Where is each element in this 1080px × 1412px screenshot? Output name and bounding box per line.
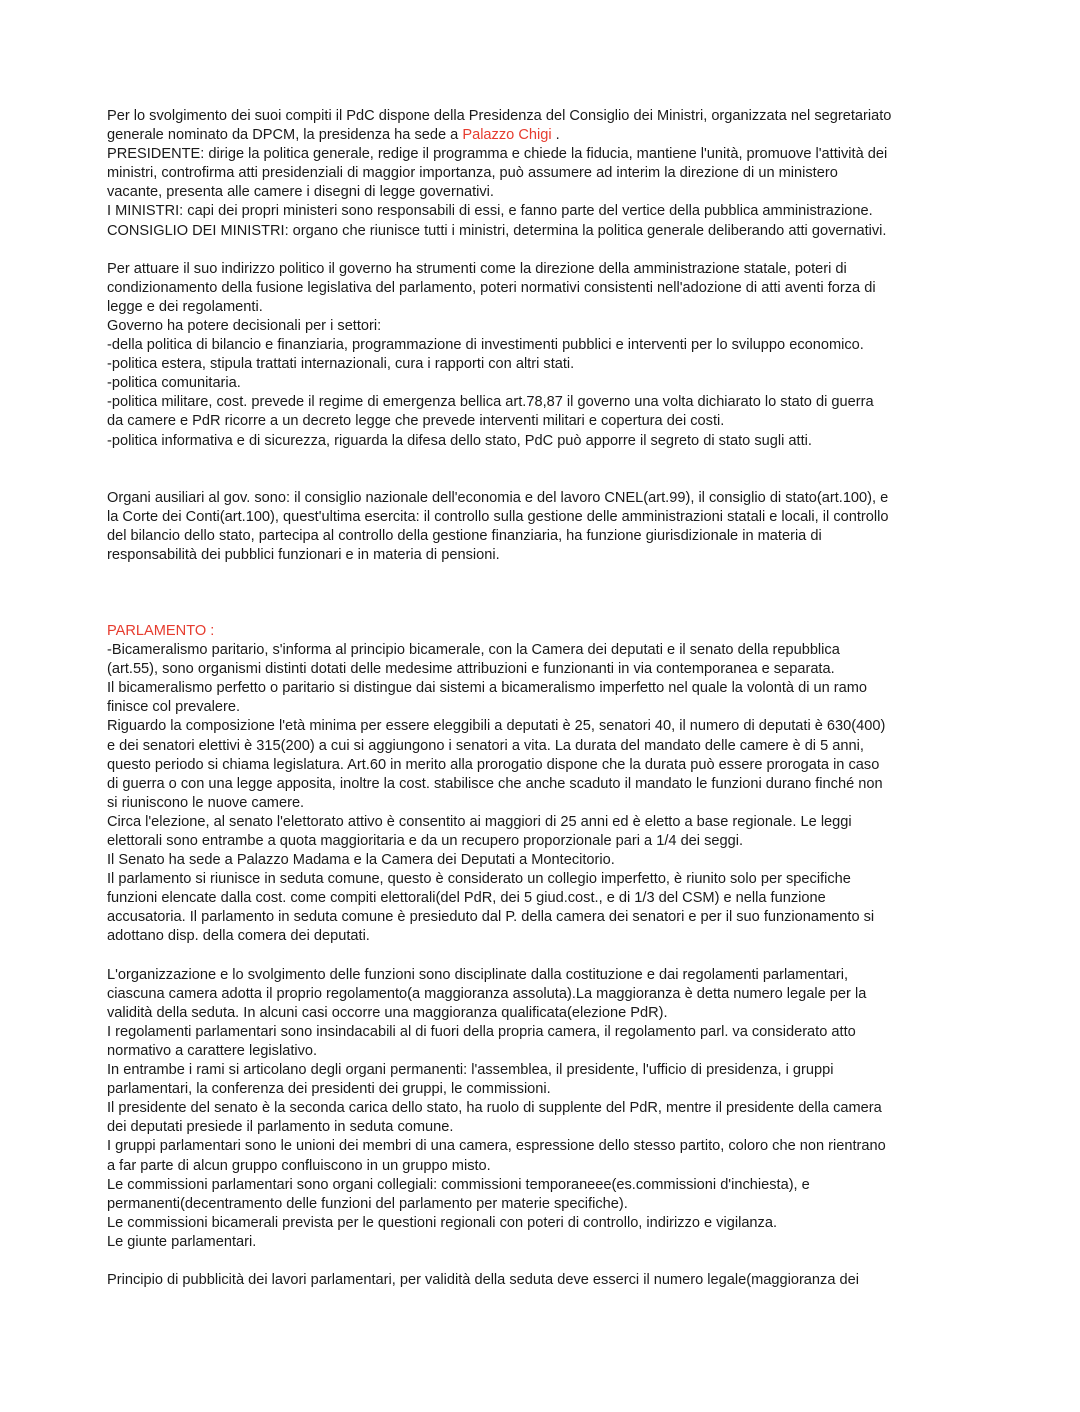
text-line: Il Senato ha sede a Palazzo Madama e la Camera dei Deputati a Montecitorio.: [107, 852, 615, 869]
paragraph-regolamenti: [107, 966, 987, 1252]
text-line: Governo ha potere decisionali per i settori:: [107, 317, 382, 334]
text-line: a far parte di alcun gruppo confluiscono in un gruppo misto.: [107, 1157, 491, 1174]
text-line: I MINISTRI: capi dei propri ministeri sono responsabili di essi, e fanno parte del vertice della pubblica amministrazione.: [107, 203, 873, 220]
text-line: accusatoria. Il parlamento in seduta comune è presieduto dal P. della camera dei senatori e per il suo funzionamento si: [107, 909, 875, 926]
text-line: -politica comunitaria.: [107, 375, 241, 392]
text-line: ministri, controfirma atti presidenziali di maggior importanza, può assumere ad interim la direzione di un ministero: [107, 165, 838, 182]
text-line: normativo a carattere legislativo.: [107, 1042, 318, 1059]
text-line: dei deputati presiede il parlamento in seduta comune.: [107, 1119, 454, 1136]
text-line: I regolamenti parlamentari sono insindacabili al di fuori della propria camera, il regolamento parl. va considerato atto: [107, 1023, 856, 1040]
text-line: I gruppi parlamentari sono le unioni dei membri di una camera, espressione dello stesso partito, coloro che non rientrano: [107, 1138, 886, 1155]
text-line: (art.55), sono organismi distinti dotati delle medesime attribuzioni e funzionanti in via contemporanea e separata.: [107, 661, 835, 678]
text-line: elettorali sono entrambe a quota maggioritaria e da un recupero proporzionale pari a 1/4 dei seggi.: [107, 833, 744, 849]
text-line: In entrambe i rami si articolano degli organi permanenti: l'assemblea, il presidente, l'ufficio di presidenza, i gruppi: [107, 1062, 834, 1079]
spacer: [107, 947, 987, 966]
text-line: Le commissioni parlamentari sono organi collegiali: commissioni temporaneee(es.commissioni d'inchiesta), e: [107, 1176, 810, 1193]
text-line: e dei senatori elettivi è 315(200) a cui si aggiungono i senatori a vita. La durata del mandato delle camere è di 5 anni,: [107, 737, 864, 754]
highlight-palazzo-chigi: Palazzo Chigi: [462, 127, 552, 144]
text-line: permanenti(decentramento delle funzioni del parlamento per materie specifiche).: [107, 1195, 628, 1212]
text-line: Circa l'elezione, al senato l'elettorato attivo è consentito ai maggiori di 25 anni ed è eletto a base regionale. Le leggi: [107, 813, 852, 830]
text-line: Le commissioni bicamerali prevista per le questioni regionali con poteri di controllo, indirizzo e vigilanza.: [107, 1214, 778, 1231]
text-line: finisce col prevalere.: [107, 699, 241, 716]
text-line: -della politica di bilancio e finanziaria, programmazione di investimenti pubblici e interventi per lo sviluppo economico.: [107, 337, 864, 354]
spacer: [107, 565, 987, 622]
text-line: parlamentari, la conferenza dei presidenti dei gruppi, le commissioni.: [107, 1081, 551, 1098]
paragraph-pubblicita-lavori: [107, 1271, 987, 1290]
text-line: PRESIDENTE: dirige la politica generale, redige il programma e chiede la fiducia, mantiene l'unità, promuove l'attività dei: [107, 146, 888, 163]
text-line: questo periodo si chiama legislatura. Art.60 in merito alla prorogatio dispone che la durata può essere prorogata in caso: [107, 756, 880, 773]
text-line: -politica estera, stipula trattati internazionali, cura i rapporti con altri stati.: [107, 356, 575, 373]
text-line: funzioni elencate dalla cost. come compiti elettorali(del PdR, dei 5 giud.cost., e di 1/3 del CSM) e nella funzione: [107, 890, 826, 907]
text-line: L'organizzazione e lo svolgimento delle funzioni sono disciplinate dalla costituzione e dai regolamenti parlamentari,: [107, 966, 849, 983]
text-line: CONSIGLIO DEI MINISTRI: organo che riunisce tutti i ministri, determina la politica generale deliberando atti governativi.: [107, 222, 887, 239]
text-line: condizionamento della fusione legislativa del parlamento, poteri normativi consistenti nell'adozione di atti aventi forza di: [107, 279, 876, 296]
spacer: [107, 1252, 987, 1271]
text-line: di guerra o con una legge apposita, inoltre la cost. stabilisce che anche scaduto il mandato le funzioni durano finché non: [107, 775, 883, 792]
text-fragment: .: [551, 127, 560, 144]
text-line: Il presidente del senato è la seconda carica dello stato, ha ruolo di supplente del PdR, mentre il presidente della camera: [107, 1100, 882, 1117]
text-line: legge e dei regolamenti.: [107, 298, 263, 315]
text-line: da camere e PdR ricorre a un decreto legge che prevede interventi militari e copertura dei costi.: [107, 413, 725, 430]
text-line: Riguardo la composizione l'età minima per essere eleggibili a deputati è 25, senatori 40, il numero di deputati è 630(400): [107, 718, 886, 735]
section-heading: PARLAMENTO :: [107, 622, 215, 639]
paragraph-presidenza: [107, 107, 987, 241]
text-line: la Corte dei Conti(art.100), quest'ultima esercita: il controllo sulla gestione delle amministrazioni statali e locali, il controllo: [107, 508, 889, 525]
text-line: vacante, presenta alle camere i disegni di legge governativi.: [107, 184, 494, 201]
text-line: validità della seduta. In alcuni casi occorre una maggioranza qualificata(elezione PdR).: [107, 1004, 668, 1021]
text-line: -Bicameralismo paritario, s'informa al principio bicamerale, con la Camera dei deputati e il senato della repubblica: [107, 642, 840, 659]
text-line: Le giunte parlamentari.: [107, 1233, 257, 1250]
text-line: Per lo svolgimento dei suoi compiti il PdC dispone della Presidenza del Consiglio dei Ministri, organizzata nel segretariato: [107, 108, 892, 124]
text-fragment: generale nominato da DPCM, la presidenza ha sede a: [107, 127, 463, 144]
spacer: [107, 451, 987, 489]
text-line: adottano disp. della comera dei deputati.: [107, 928, 370, 945]
text-line: Il parlamento si riunisce in seduta comune, questo è considerato un collegio imperfetto, è riunito solo per specifiche: [107, 871, 851, 888]
spacer: [107, 241, 987, 260]
text-line: si riuniscono le nuove camere.: [107, 794, 305, 811]
text-line: ciascuna camera adotta il proprio regolamento(a maggioranza assoluta).La maggioranza è detta numero legale per la: [107, 985, 867, 1002]
text-line: Principio di pubblicità dei lavori parlamentari, per validità della seduta deve esserci il numero legale(maggioranza dei: [107, 1271, 859, 1288]
text-line: -politica informativa e di sicurezza, riguarda la difesa dello stato, PdC può apporre il segreto di stato sugli atti.: [107, 432, 812, 449]
text-line: Organi ausiliari al gov. sono: il consiglio nazionale dell'economia e del lavoro CNEL(art.99), il consiglio di stato(art.100), e: [107, 489, 889, 506]
text-line: del bilancio dello stato, partecipa al controllo della gestione finanziaria, ha funzione giurisdizionale in materia di: [107, 527, 822, 544]
paragraph-indirizzo-politico: [107, 260, 987, 451]
section-parlamento: [107, 622, 987, 947]
text-line: Per attuare il suo indirizzo politico il governo ha strumenti come la direzione della amministrazione statale, poteri di: [107, 260, 847, 277]
text-line: -politica militare, cost. prevede il regime di emergenza bellica art.78,87 il governo una volta dichiarato lo stato di guerra: [107, 394, 874, 411]
text-line: Il bicameralismo perfetto o paritario si distingue dai sistemi a bicameralismo imperfetto nel quale la volontà di un ramo: [107, 680, 868, 697]
paragraph-organi-ausiliari: [107, 489, 987, 565]
text-line: [107, 126, 987, 145]
text-line: responsabilità dei pubblici funzionari e in materia di pensioni.: [107, 546, 500, 563]
document-page: [107, 107, 987, 1290]
